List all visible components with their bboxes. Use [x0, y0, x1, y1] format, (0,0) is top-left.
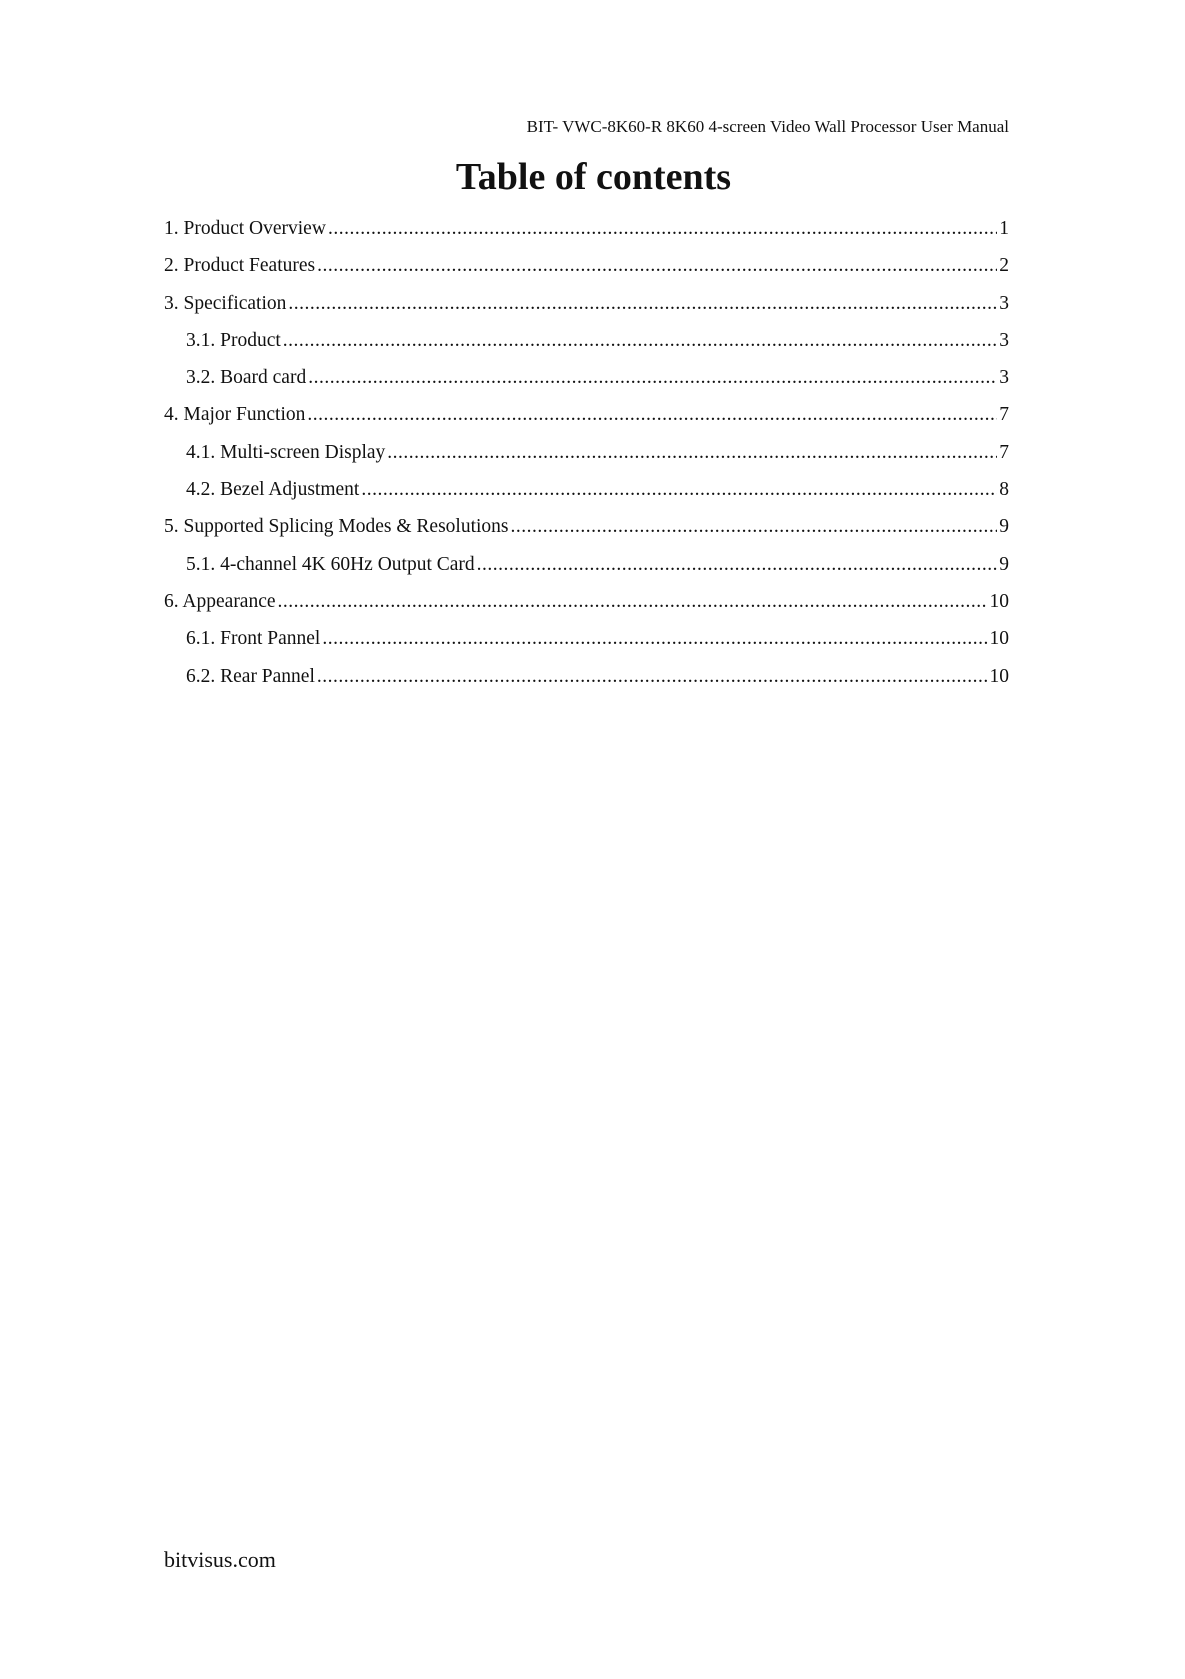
toc-dot-leader	[477, 552, 998, 578]
toc-dot-leader	[317, 664, 988, 690]
toc-entry-label: 6.2. Rear Pannel	[186, 665, 315, 687]
toc-entry[interactable]	[164, 552, 1009, 589]
toc-entry[interactable]	[164, 477, 1009, 514]
toc-entry-page-number: 10	[989, 628, 1009, 650]
toc-entry-label: 4.1. Multi-screen Display	[186, 441, 386, 463]
toc-entry[interactable]	[164, 589, 1009, 626]
toc-entry-label: 5. Supported Splicing Modes & Resolutions	[164, 516, 509, 538]
toc-entry-label: 4. Major Function	[164, 404, 306, 426]
toc-entry-page-number: 9	[999, 516, 1009, 538]
toc-entry[interactable]	[164, 253, 1009, 290]
toc-entry-label: 5.1. 4-channel 4K 60Hz Output Card	[186, 553, 475, 575]
toc-entry-label: 6. Appearance	[164, 590, 276, 612]
toc-entry-page-number: 2	[999, 255, 1009, 277]
toc-dot-leader	[308, 365, 997, 391]
running-header: BIT- VWC-8K60-R 8K60 4-screen Video Wall Processor User Manual	[526, 117, 1009, 136]
toc-dot-leader	[387, 440, 997, 466]
toc-entry[interactable]	[164, 328, 1009, 365]
toc-entry-label: 2. Product Features	[164, 255, 316, 277]
toc-entry[interactable]	[164, 626, 1009, 663]
toc-entry-page-number: 3	[999, 292, 1009, 314]
toc-entry[interactable]	[164, 216, 1009, 253]
toc-entry-label: 4.2. Bezel Adjustment	[186, 479, 360, 501]
toc-dot-leader	[317, 253, 997, 279]
toc-entry-label: 6.1. Front Pannel	[186, 628, 321, 650]
toc-entry-page-number: 3	[999, 367, 1009, 389]
toc-entry[interactable]	[164, 291, 1009, 328]
toc-entry[interactable]	[164, 664, 1009, 701]
toc-entry-page-number: 1	[999, 218, 1009, 239]
toc-dot-leader	[307, 402, 997, 428]
toc-entry-page-number: 3	[999, 329, 1009, 351]
toc-entry-page-number: 7	[999, 441, 1009, 463]
toc-entry-page-number: 10	[989, 590, 1009, 612]
toc-dot-leader	[288, 291, 997, 317]
toc-dot-leader	[278, 589, 988, 615]
toc-dot-leader	[361, 477, 997, 503]
toc-entry-page-number: 9	[999, 553, 1009, 575]
toc-entry-label: 3.2. Board card	[186, 367, 307, 389]
toc-entry-label: 3. Specification	[164, 292, 287, 314]
toc-entry-page-number: 8	[999, 479, 1009, 501]
toc-title: Table of contents	[455, 156, 732, 198]
toc-entry-label: 1. Product Overview	[164, 218, 326, 239]
toc-dot-leader	[322, 626, 987, 652]
toc-entry[interactable]	[164, 440, 1009, 477]
toc-dot-leader	[283, 328, 997, 354]
toc-entry[interactable]	[164, 365, 1009, 402]
toc-list	[164, 216, 1009, 701]
toc-entry-label: 3.1. Product	[186, 329, 281, 351]
toc-entry-page-number: 10	[989, 665, 1009, 687]
toc-dot-leader	[328, 216, 997, 242]
footer-site: bitvisus.com	[164, 1547, 276, 1572]
toc-dot-leader	[511, 514, 998, 540]
toc-entry[interactable]	[164, 514, 1009, 551]
toc-entry-page-number: 7	[999, 404, 1009, 426]
toc-entry[interactable]	[164, 402, 1009, 439]
